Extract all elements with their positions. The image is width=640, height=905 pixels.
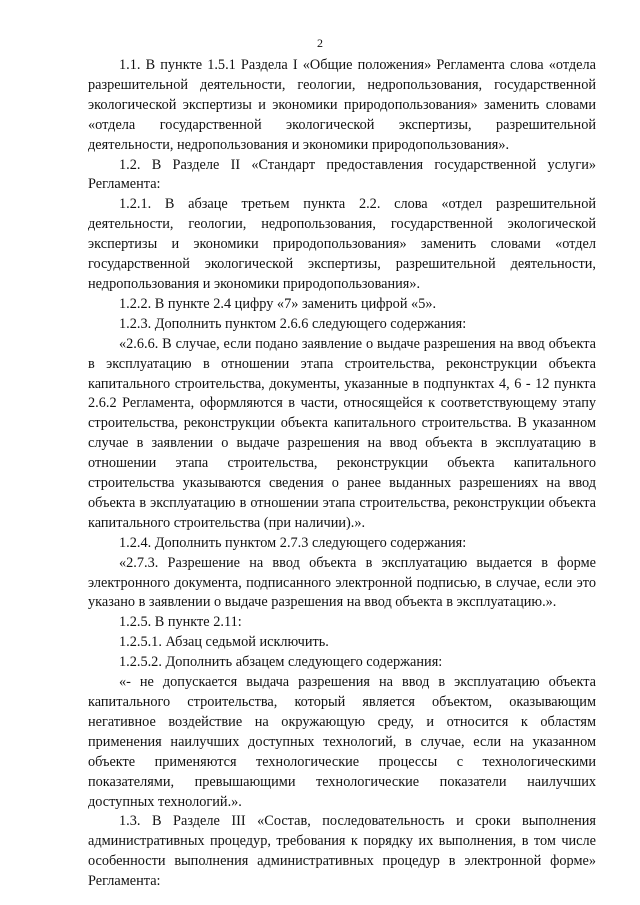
paragraph-1-2-4: 1.2.4. Дополнить пунктом 2.7.3 следующего содержания: (119, 534, 467, 551)
paragraph-1-2-5-2: 1.2.5.2. Дополнить абзацем следующего содержания: (119, 654, 443, 671)
paragraph-1-2: 1.2. В Разделе II «Стандарт предоставления государственной услуги» Регламента: (88, 156, 596, 193)
paragraph-2-7-3-quote: «2.7.3. Разрешение на ввод объекта в эксплуатацию выдается в форме электронного документа, подписанного электронной подписью, в случае, если это указано в заявлении о выдаче разрешения на ввод объекта в эксплуатацию.». (88, 554, 596, 611)
page-number: 2 (317, 36, 323, 50)
paragraph-1-2-1: 1.2.1. В абзаце третьем пункта 2.2. слова «отдел разрешительной деятельности, геологии, недропользования, государственной экологической экспертизы и экономики природопользования» заменить словами «отдел государственной экологической экспертизы, разрешительной деятельности, недропользования и экономики природопользования». (88, 196, 596, 292)
paragraph-1-1: 1.1. В пункте 1.5.1 Раздела I «Общие положения» Регламента слова «отдела разрешительной деятельности, геологии, недропользования, государственной экологической экспертизы и экономики природопользования» заменить словами «отдела государственной экологической экспертизы, разрешительной деятельности, недропользования и экономики природопользования». (88, 57, 596, 153)
paragraph-1-2-5-1: 1.2.5.1. Абзац седьмой исключить. (119, 634, 329, 651)
paragraph-1-2-3: 1.2.3. Дополнить пунктом 2.6.6 следующего содержания: (119, 315, 467, 332)
paragraph-new-clause-quote: «- не допускается выдача разрешения на ввод в эксплуатацию объекта капитального строительства, который является объектом, оказывающим негативное воздействие на окружающую среду, и относится к областям применения наилучших доступных технологий, в случае, если на указанном объекте применяются технологические процессы с технологическими показателями, превышающими технологические показатели наилучших доступных технологий.». (88, 674, 596, 810)
paragraph-1-3: 1.3. В Разделе III «Состав, последовательность и сроки выполнения административных процедур, требования к порядку их выполнения, в том числе особенности выполнения административных процедур в электронной форме» Регламента: (88, 813, 596, 890)
paragraph-1-2-2: 1.2.2. В пункте 2.4 цифру «7» заменить цифрой «5». (119, 295, 437, 312)
document-body (88, 56, 596, 892)
paragraph-2-6-6-quote: «2.6.6. В случае, если подано заявление о выдаче разрешения на ввод объекта в эксплуатацию в отношении этапа строительства, реконструкции объекта капитального строительства, документы, указанные в подпунктах 4, 6 - 12 пункта 2.6.2 Регламента, оформляются в части, относящейся к соответствующему этапу строительства, реконструкции объекта капитального строительства. В указанном случае в заявлении о выдаче разрешения на ввод объекта в эксплуатацию в отношении этапа строительства, реконструкции объекта капитального строительства указываются сведения о ранее выданных разрешениях на ввод объекта в эксплуатацию в отношении этапа строительства, реконструкции объекта капитального строительства (при наличии).». (88, 335, 596, 531)
paragraph-1-2-5: 1.2.5. В пункте 2.11: (119, 614, 242, 631)
